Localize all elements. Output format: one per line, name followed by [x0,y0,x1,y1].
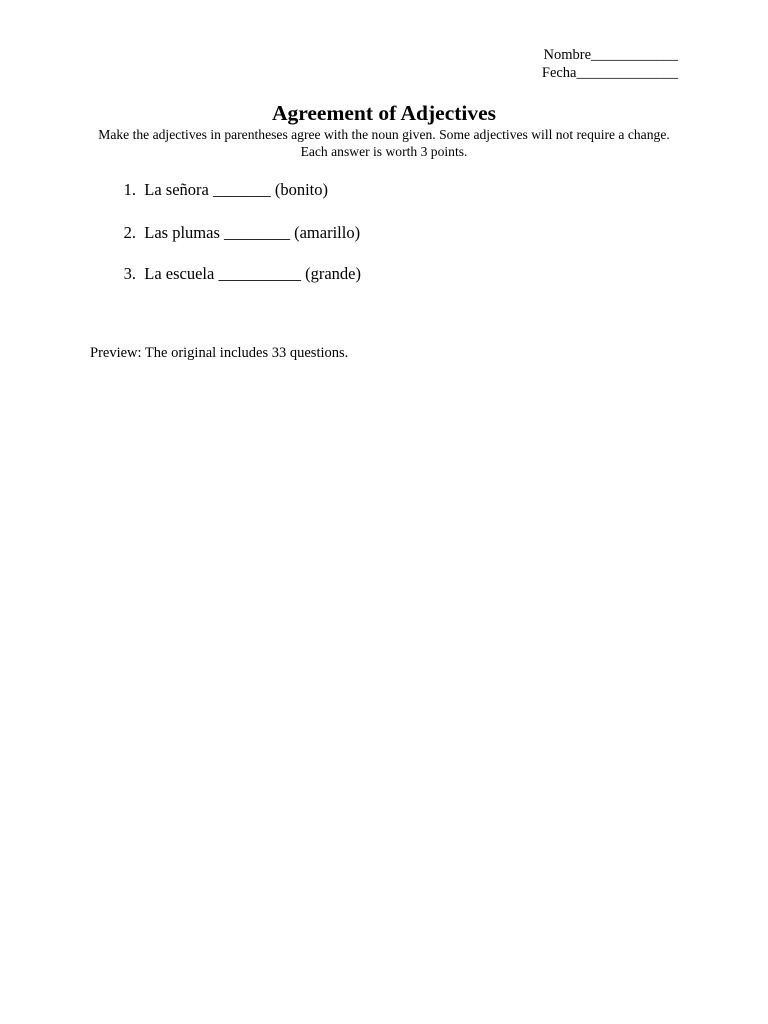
question-item [108,223,361,243]
question-number: 2. [123,223,136,242]
question-number: 3. [123,264,136,283]
question-item [108,180,361,200]
page-title: Agreement of Adjectives [271,101,497,125]
header-fields [520,47,678,82]
question-text: Las plumas ________ (amarillo) [144,223,361,242]
instructions-line-1: Make the adjectives in parentheses agree with the noun given. Some adjectives will not require a change. [98,127,670,142]
instructions [80,126,688,160]
nombre-field: Nombre____________ [543,47,678,63]
instructions-line-2: Each answer is worth 3 points. [300,144,468,159]
question-list [108,180,361,284]
fecha-field: Fecha______________ [541,64,678,81]
preview-note: Preview: The original includes 33 questions. [90,345,349,361]
question-text: La escuela __________ (grande) [144,264,361,283]
question-item [108,264,361,284]
question-text: La señora _______ (bonito) [144,180,328,199]
question-number: 1. [123,180,136,199]
